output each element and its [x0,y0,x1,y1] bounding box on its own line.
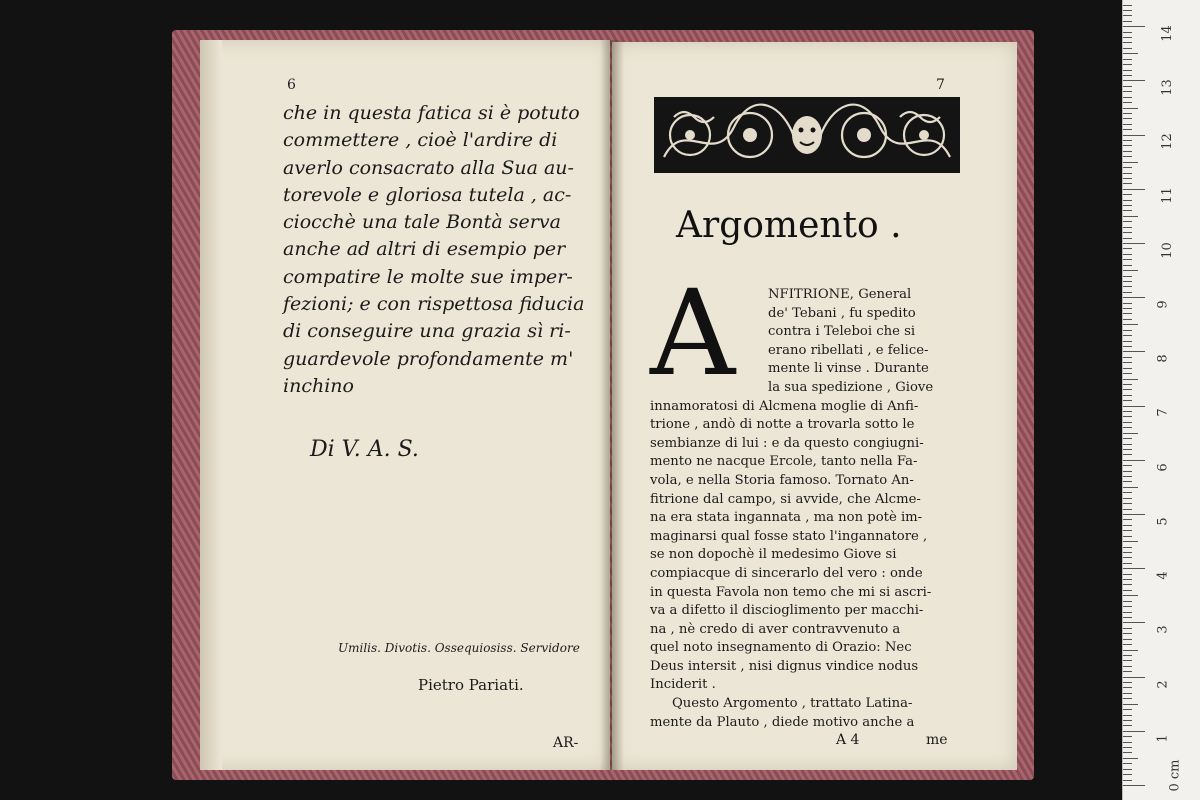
ruler-tick [1123,292,1132,293]
ruler-tick [1123,308,1132,309]
ruler-tick [1123,135,1145,136]
ruler-tick [1123,108,1138,109]
ruler-number: 13 [1159,79,1175,96]
ruler-tick [1123,557,1132,558]
ruler-tick [1123,698,1132,699]
ruler-tick [1123,346,1132,347]
ruler-tick [1123,37,1132,38]
ruler-tick [1123,26,1145,27]
ruler-tick [1123,395,1132,396]
measurement-ruler [1122,0,1200,800]
ruler-tick [1123,422,1132,423]
left-page-text [283,100,603,400]
ruler-tick [1123,200,1132,201]
ruler-tick [1123,384,1132,385]
ruler-number: 9 [1155,300,1171,309]
ruler-tick [1123,102,1132,103]
ruler-number: 14 [1159,25,1175,42]
ruler-tick [1123,519,1132,520]
text-line: se non dopochè il medesimo Giove si [650,547,897,563]
ruler-tick [1123,633,1132,634]
ruler-tick [1123,324,1138,325]
text-line: NFITRIONE, General [768,287,912,302]
ruler-tick [1123,379,1138,380]
text-line: va a difetto il discioglimento per macchi- [650,603,924,619]
text-line: anche ad altri di esempio per [283,238,566,261]
ruler-tick [1123,86,1132,87]
text-line: Deus intersit , nisi dignus vindice nodus [650,658,919,674]
ruler-tick [1123,118,1132,119]
ruler-tick [1123,64,1132,65]
ruler-tick [1123,438,1132,439]
ruler-tick [1123,736,1132,737]
text-line: in questa Favola non temo che mi si ascri- [650,584,932,600]
text-line: commettere , cioè l'ardire di [283,129,558,152]
ruler-tick [1123,167,1132,168]
ruler-tick [1123,774,1132,775]
ruler-tick [1123,612,1132,613]
ruler-number: 1 [1155,734,1171,743]
text-line: che in questa fatica si è potuto [283,102,580,124]
ruler-tick [1123,536,1132,537]
ruler-tick [1123,433,1138,434]
ruler-tick [1123,720,1132,721]
ruler-tick [1123,330,1132,331]
right-page-number: 7 [936,77,945,93]
ruler-tick [1123,221,1132,222]
ruler-tick [1123,75,1132,76]
left-catchword: AR- [553,735,579,751]
ruler-tick [1123,42,1132,43]
ruler-tick [1123,547,1132,548]
text-line: inchino [283,374,354,397]
ruler-tick [1123,503,1132,504]
text-line: compiacque di sincerarlo del vero : onde [650,565,923,581]
ruler-tick [1123,758,1138,759]
ruler-tick [1123,584,1132,585]
floral-ornament-icon [654,97,960,173]
ruler-tick [1123,465,1132,466]
ruler-tick [1123,677,1145,678]
ruler-tick [1123,416,1132,417]
text-line: Inciderit . [650,677,716,693]
ruler-tick [1123,281,1132,282]
ruler-tick [1123,574,1132,575]
ruler-tick [1123,742,1132,743]
ruler-tick [1123,113,1132,114]
book-gutter [600,40,624,770]
ruler-tick [1123,731,1145,732]
ruler-tick [1123,216,1138,217]
ruler-tick [1123,59,1132,60]
ruler-tick [1123,639,1132,640]
ruler-tick [1123,628,1132,629]
ruler-tick [1123,265,1132,266]
ruler-tick [1123,687,1132,688]
text-line: erano ribellati , e felice- [768,342,929,358]
ruler-tick [1123,454,1132,455]
ruler-tick [1123,189,1145,190]
ruler-tick [1123,481,1132,482]
ruler-number: 11 [1159,187,1175,204]
ruler-tick [1123,270,1138,271]
ruler-tick [1123,411,1132,412]
text-line: fitrione dal campo, si avvide, che Alcme- [650,491,921,507]
ruler-tick [1123,232,1132,233]
text-line: compatire le molte sue imper- [283,265,573,288]
ruler-tick [1123,400,1132,401]
text-line: trione , andò di notte a trovarla sotto le [650,417,915,433]
ruler-tick [1123,10,1132,11]
text-line: sembianze di lui : e da questo congiugni- [650,435,924,451]
ruler-unit-label: 0 cm [1167,759,1183,792]
text-line: averlo consacrato alla Sua au- [283,156,574,179]
ruler-tick [1123,487,1138,488]
text-line: mente li vinse . Durante [768,361,929,377]
ruler-tick [1123,173,1132,174]
ruler-tick [1123,32,1132,33]
ruler-tick [1123,568,1145,569]
ruler-number: 12 [1159,133,1175,150]
ruler-tick [1123,297,1145,298]
ruler-tick [1123,752,1132,753]
ruler-tick [1123,178,1132,179]
ruler-tick [1123,357,1132,358]
ruler-tick [1123,335,1132,336]
ruler-tick [1123,514,1145,515]
ruler-tick [1123,644,1132,645]
ruler-tick [1123,389,1132,390]
ruler-tick [1123,254,1132,255]
ruler-tick [1123,617,1132,618]
chapter-heading: Argomento . [676,205,902,246]
text-line: mente da Plauto , diede motivo anche a [650,714,915,730]
ruler-tick [1123,693,1132,694]
ruler-tick [1123,704,1138,705]
page-edges [200,40,222,770]
text-line: na , nè credo di aver contravvenuto a [650,621,901,637]
ruler-tick [1123,444,1132,445]
ruler-tick [1123,682,1132,683]
ruler-tick [1123,780,1132,781]
text-line: la sua spedizione , Giove [768,379,934,395]
text-line: vola, e nella Storia famoso. Tornato An- [650,472,914,488]
text-line: maginarsi qual fosse stato l'ingannatore , [650,528,928,544]
ruler-tick [1123,21,1132,22]
ruler-tick [1123,476,1132,477]
text-line: guardevole profondamente m' [283,347,574,370]
text-line: torevole e gloriosa tutela , ac- [283,183,572,206]
ruler-tick [1123,622,1145,623]
ruler-tick [1123,5,1132,6]
ruler-tick [1123,15,1132,16]
ruler-tick [1123,650,1138,651]
ruler-tick [1123,210,1132,211]
ruler-tick [1123,606,1132,607]
ruler-tick [1123,286,1132,287]
text-line: ciocchè una tale Bontà serva [283,211,561,234]
ruler-tick [1123,725,1132,726]
ruler-tick [1123,541,1138,542]
right-page-text [650,286,975,732]
ruler-tick [1123,601,1132,602]
ruler-tick [1123,666,1132,667]
ruler-tick [1123,715,1132,716]
ruler-tick [1123,373,1132,374]
text-line: quel noto insegnamento di Orazio: Nec [650,640,912,656]
ruler-tick [1123,91,1132,92]
ruler-tick [1123,709,1132,710]
ruler-tick [1123,243,1145,244]
ruler-tick [1123,124,1132,125]
ruler-tick [1123,140,1132,141]
text-line: mento ne nacque Ercole, tanto nella Fa- [650,454,918,470]
ruler-number: 4 [1155,571,1171,580]
ruler-tick [1123,579,1132,580]
ruler-tick [1123,97,1132,98]
ruler-number: 7 [1155,408,1171,417]
signer-name: Pietro Pariati. [418,676,524,694]
ruler-tick [1123,259,1132,260]
ruler-tick [1123,53,1138,54]
ruler-tick [1123,368,1132,369]
ruler-tick [1123,227,1132,228]
ruler-number: 5 [1155,517,1171,526]
ruler-number: 8 [1155,354,1171,363]
ruler-tick [1123,595,1138,596]
ruler-tick [1123,406,1145,407]
ruler-tick [1123,525,1132,526]
ruler-tick [1123,162,1138,163]
right-catchword: me [926,732,948,748]
ruler-tick [1123,183,1132,184]
ruler-tick [1123,303,1132,304]
ruler-tick [1123,205,1132,206]
ruler-tick [1123,460,1145,461]
servant-line: Umilis. Divotis. Ossequiosiss. Servidore [338,641,580,655]
ruler-tick [1123,471,1132,472]
ruler-tick [1123,276,1132,277]
text-line: di conseguire una grazia sì ri- [283,320,571,343]
ruler-tick [1123,590,1132,591]
ruler-tick [1123,351,1145,352]
ruler-tick [1123,763,1132,764]
ruler-tick [1123,48,1132,49]
ruler-number: 3 [1155,625,1171,634]
ruler-tick [1123,785,1145,786]
ruler-tick [1123,194,1132,195]
ruler-tick [1123,248,1132,249]
ruler-tick [1123,427,1132,428]
ruler-tick [1123,151,1132,152]
ruler-tick [1123,530,1132,531]
ruler-tick [1123,747,1132,748]
ruler-tick [1123,563,1132,564]
ruler-tick [1123,655,1132,656]
text-line: de' Tebani , fu spedito [768,305,916,321]
text-line: Questo Argomento , trattato Latina- [672,696,913,712]
text-line: na era stata ingannata , ma non potè im- [650,510,923,526]
text-line: innamoratosi di Alcmena moglie di Anfi- [650,398,919,414]
drop-cap: A [650,264,736,402]
ruler-number: 6 [1155,463,1171,472]
ruler-tick [1123,660,1132,661]
left-page-number: 6 [287,77,296,93]
ruler-tick [1123,552,1132,553]
text-line: contra i Teleboi che si [768,324,916,340]
ruler-tick [1123,449,1132,450]
ruler-tick [1123,671,1132,672]
ruler-tick [1123,238,1132,239]
ruler-tick [1123,129,1132,130]
ruler-tick [1123,319,1132,320]
ruler-tick [1123,509,1132,510]
ruler-number: 10 [1159,242,1175,259]
signature-mark: A 4 [836,732,860,748]
ruler-tick [1123,498,1132,499]
ruler-tick [1123,492,1132,493]
signoff: Di V. A. S. [310,437,419,462]
ruler-number: 2 [1155,680,1171,689]
ruler-tick [1123,80,1145,81]
ruler-tick [1123,70,1132,71]
ruler-tick [1123,313,1132,314]
ruler-tick [1123,362,1132,363]
ruler-tick [1123,156,1132,157]
ruler-tick [1123,769,1132,770]
text-line: fezioni; e con rispettosa fiducia [283,293,585,316]
ruler-tick [1123,341,1132,342]
ruler-tick [1123,145,1132,146]
